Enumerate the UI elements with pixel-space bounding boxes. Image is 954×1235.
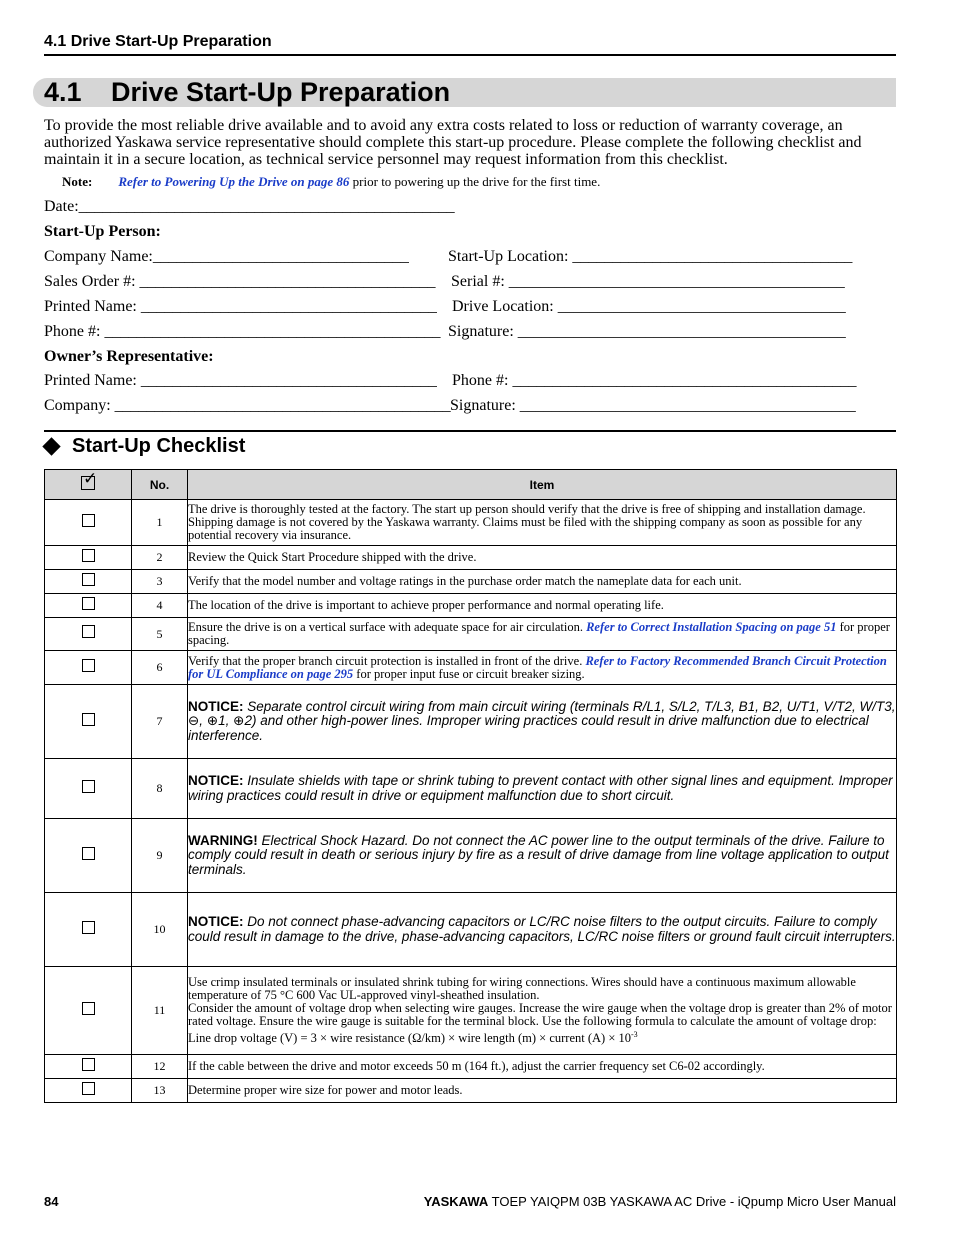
printed-name-field[interactable]: Printed Name: _____________________________________ xyxy=(44,298,437,315)
row-item-text: Verify that the model number and voltage ratings in the purchase order match the nameplate data for each unit. xyxy=(188,570,897,594)
checkbox[interactable] xyxy=(82,549,95,562)
checkbox[interactable] xyxy=(82,514,95,527)
row-number: 8 xyxy=(132,759,188,819)
row-number: 4 xyxy=(132,594,188,618)
branch-circuit-link[interactable]: Refer to Factory Recommended Branch Circuit Protection for UL Compliance on page 295 xyxy=(188,653,887,681)
intro-paragraph: To provide the most reliable drive available and to avoid any extra costs related to loss or reduction of warranty coverage, an authorized Yaskawa service representative should complete this start-up procedure. Please complete the following checklist and maintain it in a secure location, as technical service personnel may request information from this checklist. xyxy=(44,117,862,168)
note xyxy=(62,174,600,190)
row-number: 7 xyxy=(132,685,188,759)
phone-field[interactable]: Phone #: __________________________________________ xyxy=(44,323,441,340)
company-name-field[interactable]: Company Name:________________________________ xyxy=(44,248,409,265)
startup-location-field[interactable]: Start-Up Location: ___________________________________ xyxy=(448,248,853,265)
footer-document-title: YASKAWA TOEP YAIQPM 03B YASKAWA AC Drive - iQpump Micro User Manual xyxy=(423,1194,896,1209)
footer-brand: YASKAWA xyxy=(423,1194,489,1209)
table-row xyxy=(45,618,897,651)
notice-label: NOTICE: xyxy=(188,698,244,714)
checkmark-box-icon: ✓ xyxy=(83,469,98,488)
note-text: prior to powering up the drive for the first time. xyxy=(349,174,601,189)
table-row xyxy=(45,651,897,685)
page-number: 84 xyxy=(44,1194,59,1209)
section-rule xyxy=(44,430,896,432)
date-field[interactable]: Date:_______________________________________________ xyxy=(44,198,455,215)
row-item-text: Use crimp insulated terminals or insulated shrink tubing for wiring connections. Wires should have a continuous maximum allowable temperature of 75 °C 600 Vac UL-approved vinyl-sheathed insulation. Consider the amount of voltage drop when selecting wire gauges. Increase the wire gauge when the voltage drop is greater than 2% of motor rated voltage. Ensure the wire gauge is suitable for the terminal block. Use the following formula to calculate the amount of voltage drop: Line drop voltage (V) = 3 × wire resistance (Ω/km) × wire length (m) × current $(A) \times 10^{-3}$ xyxy=(188,967,897,1055)
row-number: 9 xyxy=(132,819,188,893)
notice-label: NOTICE: xyxy=(188,914,244,929)
row-number: 3 xyxy=(132,570,188,594)
header-rule xyxy=(44,54,896,56)
checkbox[interactable] xyxy=(82,847,95,860)
checkbox[interactable] xyxy=(82,1002,95,1015)
table-row xyxy=(45,759,897,819)
note-link[interactable]: Refer to Powering Up the Drive on page 86 xyxy=(118,174,350,189)
row-number: 11 xyxy=(132,967,188,1055)
table-row xyxy=(45,893,897,967)
row-number: 6 xyxy=(132,651,188,685)
running-head: 4.1 Drive Start-Up Preparation xyxy=(44,33,272,50)
row-number: 2 xyxy=(132,546,188,570)
table-row xyxy=(45,819,897,893)
row-number: 1 xyxy=(132,500,188,546)
table-row xyxy=(45,685,897,759)
checkbox[interactable] xyxy=(82,780,95,793)
row-item-text: Review the Quick Start Procedure shipped with the drive. xyxy=(188,546,897,570)
header-check-column xyxy=(45,470,132,500)
owner-company-field[interactable]: Company: __________________________________________ xyxy=(44,397,451,414)
owner-phone-field[interactable]: Phone #: ___________________________________________ xyxy=(452,372,857,389)
sales-order-field[interactable]: Sales Order #: _____________________________________ xyxy=(44,273,436,290)
row-item-text: NOTICE: Do not connect phase-advancing capacitors or LC/RC noise filters to the output circuits. Failure to comply could result in damage to the drive, phase-advancing capacitors, LC/RC noise filters or ground fault circuit interrupters. xyxy=(188,893,897,967)
row-number: 5 xyxy=(132,618,188,651)
row-item-text: Verify that the proper branch circuit protection is installed in front of the drive. Refer to Factory Recommended Branch Circuit Protection for UL Compliance on page 295 for proper input fuse or circuit breaker sizing. xyxy=(188,651,897,685)
row-number: 10 xyxy=(132,893,188,967)
row-item-text: The location of the drive is important to achieve proper performance and normal operating life. xyxy=(188,594,897,618)
diamond-bullet-icon xyxy=(42,437,60,455)
checkbox[interactable] xyxy=(82,597,95,610)
checklist-title: Start-Up Checklist xyxy=(72,435,246,457)
checkbox[interactable] xyxy=(82,1082,95,1095)
table-row xyxy=(45,1055,897,1079)
header-no: No. xyxy=(132,470,188,500)
row-item-text: If the cable between the drive and motor exceeds 50 m (164 ft.), adjust the carrier frequency set C6-02 accordingly. xyxy=(188,1055,897,1079)
signature-field[interactable]: Signature: _________________________________________ xyxy=(448,323,846,340)
table-header-row xyxy=(45,470,897,500)
checkbox[interactable] xyxy=(82,625,95,638)
drive-location-field[interactable]: Drive Location: ____________________________________ xyxy=(452,298,846,315)
notice-label: NOTICE: xyxy=(188,773,244,788)
header-item: Item xyxy=(188,470,897,500)
checkbox[interactable] xyxy=(82,921,95,934)
checkbox[interactable] xyxy=(82,659,95,672)
table-row xyxy=(45,570,897,594)
serial-field[interactable]: Serial #: __________________________________________ xyxy=(451,273,845,290)
section-number: 4.1 xyxy=(44,77,82,107)
note-label: Note: xyxy=(62,174,93,189)
row-item-text: Determine proper wire size for power and motor leads. xyxy=(188,1079,897,1103)
row-item-text: The drive is thoroughly tested at the factory. The start up person should verify that the drive is free of shipping and installation damage. Shipping damage is not covered by the Yaskawa warranty. Claims must be filed with the shipping company as soon as possible for any potential recovery via insurance. xyxy=(188,500,897,546)
section-title: Drive Start-Up Preparation xyxy=(111,77,451,107)
owner-signature-field[interactable]: Signature: __________________________________________ xyxy=(450,397,856,414)
table-row xyxy=(45,500,897,546)
checkbox[interactable] xyxy=(82,1058,95,1071)
row-item-text: Ensure the drive is on a vertical surface with adequate space for air circulation. Refer to Correct Installation Spacing on page 51 for proper spacing. xyxy=(188,618,897,651)
startup-person-heading: Start-Up Person: xyxy=(44,223,161,240)
startup-checklist-table xyxy=(44,469,897,1103)
row-item-text: NOTICE: Separate control circuit wiring from main circuit wiring (terminals R/L1, S/L2, T/L3, B1, B2, U/T1, V/T2, W/T3, ⊖, ⊕1, ⊕2) and other high-power lines. Improper wiring practices could result in drive malfunction due to electrical interference. xyxy=(188,685,897,759)
table-row xyxy=(45,1079,897,1103)
checkbox[interactable] xyxy=(82,573,95,586)
row-number: 13 xyxy=(132,1079,188,1103)
table-row xyxy=(45,546,897,570)
warning-label: WARNING! xyxy=(188,832,258,848)
checkbox[interactable] xyxy=(82,713,95,726)
table-row xyxy=(45,967,897,1055)
owner-printed-name-field[interactable]: Printed Name: _____________________________________ xyxy=(44,372,437,389)
row-number: 12 xyxy=(132,1055,188,1079)
table-row xyxy=(45,594,897,618)
spacing-link[interactable]: Refer to Correct Installation Spacing on page 51 xyxy=(586,620,837,634)
row-item-text: NOTICE: Insulate shields with tape or shrink tubing to prevent contact with other signal lines and equipment. Improper wiring practices could result in drive or equipment malfunction due to short circuit. xyxy=(188,759,897,819)
row-item-text: WARNING! Electrical Shock Hazard. Do not connect the AC power line to the output terminals of the drive. Failure to comply could result in death or serious injury by fire as a result of drive damage from line voltage application to output terminals. xyxy=(188,819,897,893)
owner-representative-heading: Owner’s Representative: xyxy=(44,348,214,365)
